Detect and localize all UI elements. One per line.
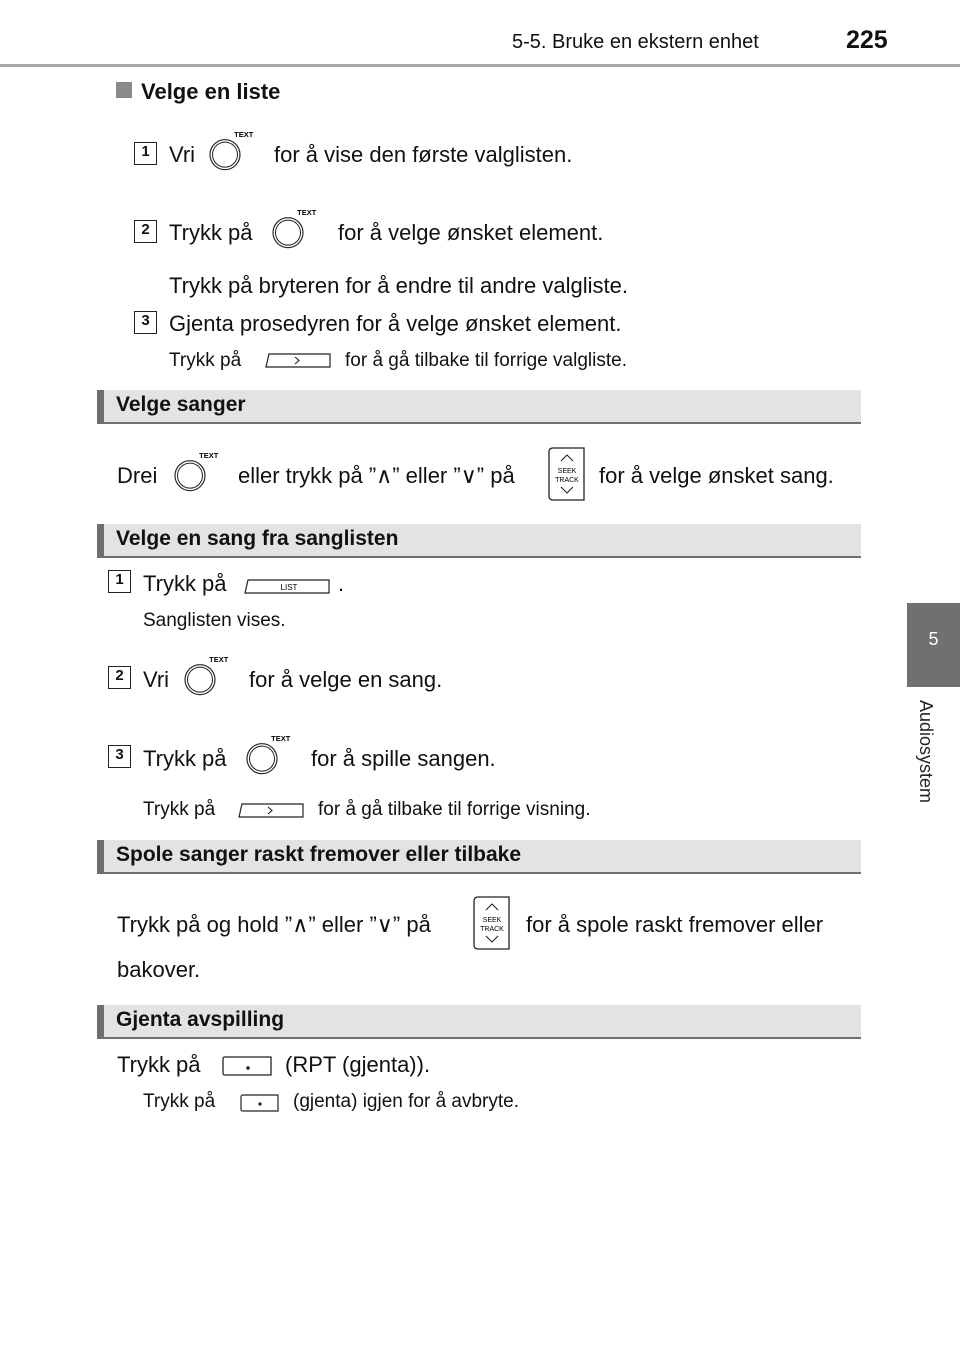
list-button-icon xyxy=(243,578,331,595)
chapter-number: 5 xyxy=(928,629,939,649)
body-text: Trykk på xyxy=(117,1052,201,1077)
step-text: Trykk på xyxy=(143,746,227,771)
seek-track-button-icon xyxy=(471,895,513,951)
note-text: Trykk på xyxy=(169,350,242,371)
svg-text:TEXT: TEXT xyxy=(199,451,219,461)
page-number: 225 xyxy=(846,26,888,54)
svg-text:TEXT: TEXT xyxy=(209,655,229,665)
note-text: for å gå tilbake til forrige valgliste. xyxy=(345,350,627,371)
svg-text:TEXT: TEXT xyxy=(271,734,291,744)
step-text: for å velge ønsket element. xyxy=(338,220,604,245)
back-button-icon xyxy=(237,802,305,819)
svg-text:TEXT: TEXT xyxy=(297,208,317,218)
repeat-button-icon xyxy=(239,1093,280,1113)
step-text: Trykk på bryteren for å endre til andre valgliste. xyxy=(169,273,628,298)
svg-text:LIST: LIST xyxy=(280,583,298,592)
step-number: 2 xyxy=(108,666,131,689)
tune-knob-icon xyxy=(170,449,220,499)
step-number: 3 xyxy=(134,311,157,334)
section-heading: Gjenta avspilling xyxy=(97,1005,861,1039)
chapter-section-title: 5-5. Bruke en ekstern enhet xyxy=(512,31,759,53)
tune-knob-icon xyxy=(268,206,318,256)
step-text: Gjenta prosedyren for å velge ønsket element. xyxy=(169,311,622,336)
note-text: Trykk på xyxy=(143,799,216,820)
step-number: 2 xyxy=(134,220,157,243)
step-text: Trykk på xyxy=(169,220,253,245)
svg-text:SEEK: SEEK xyxy=(482,917,502,924)
square-bullet-icon xyxy=(116,82,132,98)
step-text: for å velge en sang. xyxy=(249,667,443,692)
chapter-label-vertical xyxy=(914,700,936,850)
svg-text:SEEK: SEEK xyxy=(557,468,577,475)
tune-knob-icon xyxy=(205,128,255,178)
body-text: eller trykk på ”∧” eller ”∨” på xyxy=(238,463,515,488)
step-text: Vri xyxy=(143,667,170,692)
step-text: for å spille sangen. xyxy=(311,746,496,771)
step-number: 3 xyxy=(108,745,131,768)
step-text: Trykk på xyxy=(143,571,227,596)
body-text: for å spole raskt fremover eller xyxy=(526,912,824,937)
chapter-label: Audiosystem xyxy=(916,700,936,804)
tune-knob-icon xyxy=(242,732,292,782)
chapter-tab xyxy=(907,603,960,687)
body-text: bakover. xyxy=(117,957,201,982)
body-text: (RPT (gjenta)). xyxy=(285,1052,431,1077)
step-text: for å vise den første valglisten. xyxy=(274,142,573,167)
back-button-icon xyxy=(264,352,332,369)
repeat-button-icon xyxy=(221,1055,273,1077)
section-heading: Velge en sang fra sanglisten xyxy=(97,524,861,558)
step-number: 1 xyxy=(108,570,131,593)
subsection-title: Velge en liste xyxy=(116,79,280,105)
tune-knob-icon xyxy=(180,653,230,703)
step-number: 1 xyxy=(134,142,157,165)
note-text: for å gå tilbake til forrige visning. xyxy=(318,799,591,820)
section-heading: Velge sanger xyxy=(97,390,861,424)
svg-text:TRACK: TRACK xyxy=(480,926,504,933)
svg-text:TEXT: TEXT xyxy=(234,130,254,140)
header-rule xyxy=(0,64,960,67)
step-text: . xyxy=(338,571,345,596)
body-text: Drei xyxy=(117,463,158,488)
seek-track-button-icon xyxy=(546,446,588,502)
note-text: Sanglisten vises. xyxy=(143,610,286,631)
body-text: Trykk på og hold ”∧” eller ”∨” på xyxy=(117,912,431,937)
svg-text:TRACK: TRACK xyxy=(555,477,579,484)
body-text: for å velge ønsket sang. xyxy=(599,463,834,488)
step-text: Vri xyxy=(169,142,196,167)
note-text: (gjenta) igjen for å avbryte. xyxy=(293,1091,520,1112)
note-text: Trykk på xyxy=(143,1091,216,1112)
section-heading: Spole sanger raskt fremover eller tilbake xyxy=(97,840,861,874)
